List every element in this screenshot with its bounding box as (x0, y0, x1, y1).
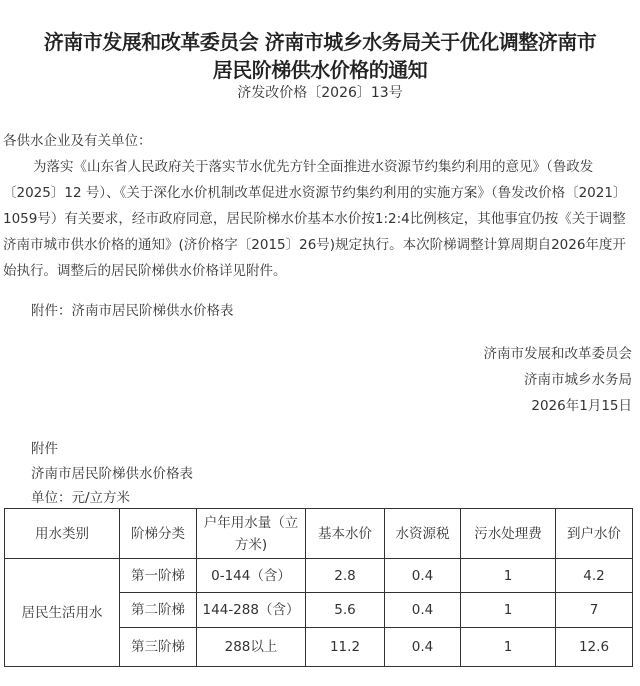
attachment-note: 附件：济南市居民阶梯供水价格表 (31, 303, 234, 319)
appendix-header (31, 437, 193, 511)
volume-cell: 0-144（含） (197, 559, 306, 593)
body-paragraph: 为落实《山东省人民政府关于落实节水优先方针全面推进水资源节约集约利用的意见》（鲁政发〔2025〕12 号）、《关于深化水价机制改革促进水资源节约集约利用的实施方案》（鲁发改价格〔2021〕1059号）有关要求，经市政府同意，居民阶梯水价基本水价按1:2:4比例核定，其他事宜仍按《关于调整济南市城市供水价格的通知》(济价格字〔2015〕26号)规定执行。本次阶梯调整计算周期自2026年度开始执行。调整后的居民阶梯供水价格详见附件。 (3, 159, 627, 279)
price-table (4, 508, 633, 667)
resource-tax-cell: 0.4 (385, 559, 461, 593)
header-cell: 阶梯分类 (120, 509, 197, 559)
sewage-fee-cell: 1 (461, 628, 556, 667)
base-price-cell: 5.6 (306, 593, 385, 628)
title-line-1: 济南市发展和改革委员会 济南市城乡水务局关于优化调整济南市 (43, 30, 597, 54)
base-price-cell: 2.8 (306, 559, 385, 593)
header-cell: 水资源税 (385, 509, 461, 559)
header-cell: 基本水价 (306, 509, 385, 559)
tier-cell: 第一阶梯 (120, 559, 197, 593)
sewage-fee-cell: 1 (461, 559, 556, 593)
signature-water-bureau: 济南市城乡水务局 (524, 372, 632, 388)
header-cell: 到户水价 (556, 509, 633, 559)
header-cell: 户年用水量（立方米) (197, 509, 306, 559)
salutation: 各供水企业及有关单位： (3, 133, 152, 149)
tier-cell: 第二阶梯 (120, 593, 197, 628)
resource-tax-cell: 0.4 (385, 628, 461, 667)
sewage-fee-cell: 1 (461, 593, 556, 628)
appendix-unit: 单位：元/立方米 (31, 490, 131, 506)
tier-cell: 第三阶梯 (120, 628, 197, 667)
table-row (5, 559, 633, 593)
title-line-2: 居民阶梯供水价格的通知 (212, 58, 428, 82)
total-price-cell: 7 (556, 593, 633, 628)
document-title (0, 28, 640, 84)
appendix-label: 附件 (31, 441, 58, 457)
base-price-cell: 11.2 (306, 628, 385, 667)
volume-cell: 144-288（含） (197, 593, 306, 628)
total-price-cell: 12.6 (556, 628, 633, 667)
category-cell: 居民生活用水 (5, 559, 120, 667)
signature-ndrc: 济南市发展和改革委员会 (483, 346, 632, 362)
appendix-table-title: 济南市居民阶梯供水价格表 (31, 465, 193, 482)
resource-tax-cell: 0.4 (385, 593, 461, 628)
header-cell: 用水类别 (5, 509, 120, 559)
document-number: 济发改价格〔2026〕13号 (237, 85, 403, 101)
total-price-cell: 4.2 (556, 559, 633, 593)
signature-block (484, 341, 633, 419)
signature-date: 2026年1月15日 (531, 398, 632, 414)
table-header-row (5, 509, 633, 559)
volume-cell: 288以上 (197, 628, 306, 667)
header-cell: 污水处理费 (461, 509, 556, 559)
document-body (3, 128, 637, 284)
